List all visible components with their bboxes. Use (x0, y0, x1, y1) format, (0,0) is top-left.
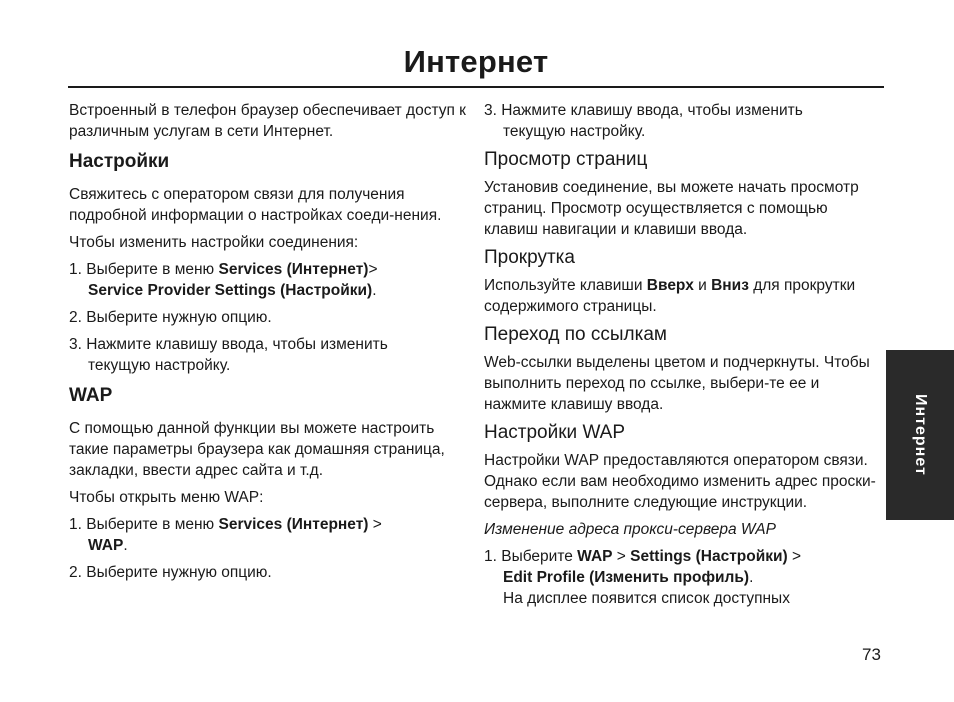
page-title: Интернет (403, 44, 549, 79)
title-divider (68, 86, 884, 88)
settings-step-3: 3. Нажмите клавишу ввода, чтобы изменить текущую настройку. (69, 336, 388, 374)
heading-wap-settings: Настройки WAP (484, 422, 626, 443)
page-number: 73 (862, 645, 881, 664)
proxy-subheading: Изменение адреса прокси-сервера WAP (484, 521, 776, 538)
intro-paragraph: Встроенный в телефон браузер обеспечивает доступ к различным услугам в сети Интернет. (69, 102, 466, 140)
wap-paragraph-1: С помощью данной функции вы можете настроить такие параметры браузера как домашняя страница, закладки, ввести адрес сайта и т.д. (69, 420, 445, 479)
settings-step-2: 2. Выберите нужную опцию. (69, 309, 272, 326)
links-paragraph: Web-ссылки выделены цветом и подчеркнуты. Чтобы выполнить переход по ссылке, выбери-те ее и нажмите клавишу ввода. (484, 354, 870, 413)
heading-scroll: Прокрутка (484, 247, 575, 268)
heading-settings: Настройки (69, 151, 170, 172)
left-column (69, 100, 469, 589)
browse-paragraph: Установив соединение, вы можете начать просмотр страниц. Просмотр осуществляется с помощью клавиш навигации и клавиши ввода. (484, 179, 859, 238)
proxy-step-1-note: На дисплее появится список доступных (503, 590, 790, 607)
wap-settings-paragraph: Настройки WAP предоставляются оператором связи. Однако если вам необходимо изменить адрес проски-сервера, выполните следующие инструкции. (484, 452, 876, 511)
settings-step-1: 1. Выберите в меню Services (Интернет)> Service Provider Settings (Настройки). (69, 261, 378, 299)
heading-wap: WAP (69, 385, 113, 406)
proxy-step-1: 1. Выберите WAP > Settings (Настройки) > Edit Profile (Изменить профиль). На дисплее появится список доступных (484, 546, 884, 609)
scroll-paragraph: Используйте клавиши Вверх и Вниз для прокрутки содержимого страницы. (484, 277, 856, 315)
heading-browse: Просмотр страниц (484, 149, 648, 170)
wap-step-1: 1. Выберите в меню Services (Интернет) > WAP. (69, 516, 382, 554)
settings-paragraph-2: Чтобы изменить настройки соединения: (69, 234, 359, 251)
side-tab-label: Интернет (912, 394, 929, 476)
settings-step-3-continued: 3. Нажмите клавишу ввода, чтобы изменить текущую настройку. (484, 102, 803, 140)
right-column (484, 100, 884, 615)
wap-step-2: 2. Выберите нужную опцию. (69, 564, 272, 581)
section-side-tab (886, 350, 954, 520)
heading-links: Переход по ссылкам (484, 324, 667, 345)
settings-paragraph-1: Свяжитесь с оператором связи для получения подробной информации о настройках соеди-нения. (69, 186, 442, 224)
wap-paragraph-2: Чтобы открыть меню WAP: (69, 489, 264, 506)
